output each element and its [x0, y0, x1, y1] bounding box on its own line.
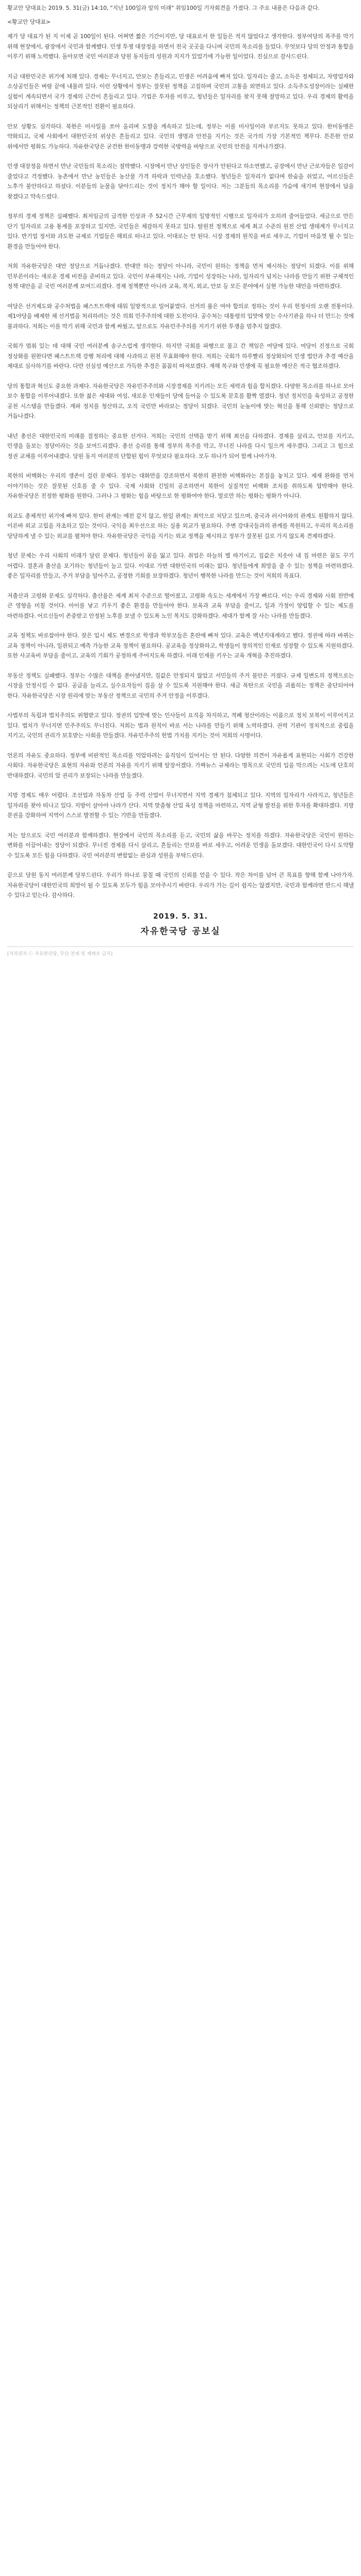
speech-paragraph: 끝으로 당원 동지 여러분께 당부드린다. 우리가 하나로 뭉칠 때 국민의 신뢰를 얻을 수 있다. 작은 차이를 넘어 큰 목표를 향해 함께 나아가자. 자유한국당이 대한민국의 희망이 될 수 있도록 모두가 힘을 모아주시기 바란다. 우리가 가는 길이 쉽지는 않겠지만, 국민과 함께라면 반드시 해낼 수 있다고 믿는다. 감사하다.: [7, 872, 354, 899]
speech-paragraph: 부동산 정책도 실패했다. 정부는 수많은 대책을 쏟아냈지만, 집값은 안정되지 않았고 서민들의 주거 불안은 커졌다. 규제 일변도의 정책으로는 시장을 안정시킬 수 없다. 공급을 늘리고, 실수요자들이 집을 살 수 있도록 지원해야 한다. 세금 폭탄으로 국민을 괴롭히는 정책은 중단되어야 한다. 자유한국당은 시장 원리에 맞는 부동산 정책으로 국민의 주거 안정을 이루겠다.: [7, 672, 354, 699]
speech-paragraph: 언론의 자유도 중요하다. 정부에 비판적인 목소리를 억압하려는 움직임이 있어서는 안 된다. 다양한 의견이 자유롭게 표현되는 사회가 건강한 사회다. 자유한국당은 표현의 자유와 언론의 자유를 지키기 위해 앞장서겠다. 가짜뉴스 규제라는 명목으로 국민의 입을 막으려는 시도에 단호히 반대하겠다. 국민의 알 권리가 보장되는 나라를 만들겠다.: [7, 752, 354, 779]
speech-paragraph: 청년 문제는 우리 사회의 미래가 달린 문제다. 청년들이 꿈을 잃고 있다. 취업은 하늘의 별 따기이고, 집값은 치솟아 내 집 마련은 꿈도 꾸기 어렵다. 결혼과 출산을 포기하는 청년들이 늘고 있다. 이대로 가면 대한민국의 미래는 없다. 청년들에게 희망을 줄 수 있는 정책을 마련하겠다. 좋은 일자리를 만들고, 주거 부담을 덜어주고, 공정한 기회를 보장하겠다. 청년이 행복한 나라를 만드는 것이 저희의 목표다.: [7, 552, 354, 579]
issuing-office: 자유한국당 공보실: [140, 926, 221, 937]
speech-paragraph: 저희 자유한국당은 대안 정당으로 거듭나겠다. 반대만 하는 정당이 아니라, 국민이 원하는 정책을 먼저 제시하는 정당이 되겠다. 이를 위해 민부론이라는 새로운 경제 비전을 준비하고 있다. 국민이 부유해지는 나라, 기업이 성장하는 나라, 일자리가 넘치는 나라를 만들기 위한 구체적인 정책 대안을 곧 국민 여러분께 보여드리겠다. 경제 정책뿐만 아니라 교육, 복지, 외교, 안보 등 모든 분야에서 실현 가능한 대안을 마련하겠다.: [7, 263, 354, 290]
speech-paragraph: 교육 정책도 바로잡아야 한다. 잦은 입시 제도 변경으로 학생과 학부모들은 혼란에 빠져 있다. 교육은 백년지대계라고 했다. 정권에 따라 바뀌는 교육 정책이 아니라, 일관되고 예측 가능한 교육 정책이 필요하다. 공교육을 정상화하고, 학생들이 창의적인 인재로 성장할 수 있도록 지원하겠다. 또한 사교육비 부담을 줄이고, 교육의 기회가 공정하게 주어지도록 하겠다. 미래 인재를 키우는 교육 개혁을 추진하겠다.: [7, 632, 354, 659]
speech-paragraph: 여당은 선거제도와 공수처법을 패스트트랙에 태워 일방적으로 밀어붙였다. 선거의 룰은 여야 합의로 정하는 것이 우리 헌정사의 오랜 전통이다. 제1야당을 배제한 채 선거법을 처리하려는 것은 의회 민주주의에 대한 도전이다. 공수처는 대통령의 입맛에 맞는 수사기관을 하나 더 만드는 것에 불과하다. 저희는 이를 막기 위해 국민과 함께 싸웠고, 앞으로도 자유민주주의를 지키기 위한 투쟁을 멈추지 않겠다.: [7, 302, 354, 330]
speaker-subtitle: <황교안 당대표>: [7, 18, 51, 25]
speech-paragraph: 정부의 경제 정책은 실패했다. 최저임금의 급격한 인상과 주 52시간 근무제의 일방적인 시행으로 일자리가 오히려 줄어들었다. 세금으로 만든 단기 일자리로 고용 통계를 포장하고 있지만, 국민들은 체감하지 못하고 있다. 탈원전 정책으로 세계 최고 수준의 원전 산업 생태계가 무너지고 있다. 반기업 정서와 과도한 규제로 기업들은 해외로 떠나고 있다. 이대로는 안 된다. 시장 경제의 원칙을 바로 세우고, 기업이 마음껏 뛸 수 있는 환경을 만들어야 한다.: [7, 213, 354, 250]
speech-paragraph: 북한의 비핵화는 우리의 생존이 걸린 문제다. 정부는 대화만을 강조하면서 북한의 완전한 비핵화라는 본질을 놓치고 있다. 제재 완화를 먼저 이야기하는 것은 잘못된 신호를 줄 수 있다. 국제 사회와 긴밀히 공조하면서 북한이 실질적인 비핵화 조치를 취하도록 압박해야 한다. 자유한국당은 진정한 평화를 원한다. 그러나 그 평화는 힘을 바탕으로 한 평화여야 한다. 말로만 하는 평화는 평화가 아니다.: [7, 472, 354, 499]
speech-paragraph: 내년 총선은 대한민국의 미래를 결정하는 중요한 선거다. 저희는 국민의 선택을 받기 위해 최선을 다하겠다. 경제를 살리고, 안보를 지키고, 민생을 돌보는 정당이라는 것을 보여드리겠다. 총선 승리를 통해 정부의 폭주를 막고, 무너진 나라를 다시 일으켜 세우겠다. 그리고 그 힘으로 정권 교체를 이루어내겠다. 당원 동지 여러분의 단합된 힘이 무엇보다 필요하다. 모두 하나가 되어 함께 나아가자.: [7, 432, 354, 460]
speech-paragraph: 저는 앞으로도 국민 여러분과 함께하겠다. 현장에서 국민의 목소리를 듣고, 국민의 삶을 바꾸는 정치를 하겠다. 자유한국당은 국민이 원하는 변화를 이끌어내는 정당이 되겠다. 무너진 경제를 다시 살리고, 흔들리는 안보를 바로 세우고, 어려운 민생을 돌보겠다. 대한민국이 다시 도약할 수 있도록 모든 힘을 다하겠다. 국민 여러분의 변함없는 관심과 성원을 부탁드린다.: [7, 832, 354, 859]
release-date: 2019. 5. 31.: [153, 912, 208, 921]
copyright-footer: [저작권자 ⓒ 자유한국당, 무단 전재 및 재배포 금지]: [7, 946, 354, 958]
speech-paragraph: 사법부의 독립과 법치주의도 위협받고 있다. 정권의 입맛에 맞는 인사들이 요직을 차지하고, 적폐 청산이라는 이름으로 정치 보복이 이루어지고 있다. 법치가 무너지면 민주주의도 무너진다. 저희는 법과 원칙이 바로 서는 나라를 만들기 위해 노력하겠다. 권력 기관이 정치적으로 중립을 지키고, 국민의 권리가 보호받는 사회를 만들겠다. 자유민주주의 헌법 가치를 지키는 것이 저희의 사명이다.: [7, 712, 354, 739]
speech-body: [7, 31, 354, 901]
speech-paragraph: 지방 경제도 매우 어렵다. 조선업과 자동차 산업 등 주력 산업이 무너지면서 지역 경제가 침체되고 있다. 지역의 일자리가 사라지고, 청년들은 일자리를 찾아 떠나고 있다. 지방이 살아야 나라가 산다. 지역 맞춤형 산업 육성 정책을 마련하고, 지역 균형 발전을 위한 투자를 확대하겠다. 지방 분권을 강화하여 지역이 스스로 발전할 수 있는 기반을 만들겠다.: [7, 792, 354, 819]
speech-paragraph: 안보 상황도 심각하다. 북한은 미사일을 쏘아 올리며 도발을 계속하고 있는데, 정부는 이를 미사일이라 부르지도 못하고 있다. 한미동맹은 약화되고, 국제 사회에서 대한민국의 위상은 흔들리고 있다. 국민의 생명과 안전을 지키는 것은 국가의 가장 기본적인 책무다. 튼튼한 안보 위에서만 평화도 가능하다. 자유한국당은 굳건한 한미동맹과 강력한 국방력을 바탕으로 국민의 안전을 지켜나가겠다.: [7, 123, 354, 150]
speech-paragraph: 민생 대장정을 하면서 만난 국민들의 목소리는 절박했다. 시장에서 만난 상인들은 장사가 안된다고 하소연했고, 공장에서 만난 근로자들은 일감이 줄었다고 걱정했다. 농촌에서 만난 농민들은 농산물 가격 하락과 인력난을 호소했다. 청년들은 일자리가 없다며 한숨을 쉬었고, 어르신들은 노후가 불안하다고 하셨다. 이분들의 눈물을 닦아드리는 것이 정치가 해야 할 일이다. 저는 그분들의 목소리를 가슴에 새기며 현장에서 답을 찾겠다고 약속드렸다.: [7, 163, 354, 200]
speech-paragraph: 제가 당 대표가 된 지 이제 곧 100일이 된다. 어쩌면 짧은 기간이지만, 당 대표로서 한 일들은 적지 않았다고 생각한다. 정부여당의 폭주를 막기 위해 현장에서, 광장에서 국민과 함께했다. 민생 투쟁 대장정을 하면서 전국 곳곳을 다니며 국민의 목소리를 들었다. 무엇보다 당의 안정과 통합을 이루기 위해 노력했다. 돌아보면 국민 여러분과 당원 동지들의 성원과 지지가 있었기에 가능한 일이었다. 진심으로 감사드린다.: [7, 33, 354, 60]
speech-paragraph: 외교도 총체적인 위기에 빠져 있다. 한미 관계는 예전 같지 않고, 한일 관계는 최악으로 치닫고 있으며, 중국과 러시아와의 관계도 원활하지 않다. 이른바 외교 고립을 자초하고 있는 것이다. 국익을 최우선으로 하는 실용 외교가 필요하다. 주변 강대국들과의 관계를 복원하고, 우리의 목소리를 당당하게 낼 수 있는 외교를 펼쳐야 한다. 자유한국당은 국익을 지키는 외교 정책을 제시하고 정부가 잘못된 길로 가지 않도록 견제하겠다.: [7, 512, 354, 539]
press-release: [0, 0, 361, 966]
intro-text: 황교안 당대표는 2019. 5. 31(금) 14:10, "지난 100일과 앞의 미래" 취임100일 기자회견을 가졌다. 그 주요 내용은 다음과 같다.: [7, 5, 320, 11]
speech-paragraph: 국회가 멈춰 있는 데 대해 국민 여러분께 송구스럽게 생각한다. 하지만 국회를 파행으로 몰고 간 책임은 여당에 있다. 여당이 진정으로 국회 정상화를 원한다면 패스트트랙 강행 처리에 대해 사과하고 원천 무효화해야 한다. 저희는 국회가 하루빨리 정상화되어 민생 법안과 추경 예산을 제대로 심사하기를 바란다. 다만 선심성 예산으로 가득한 추경은 꼼꼼히 따져보겠다. 재해 복구와 민생에 꼭 필요한 예산은 적극 협조하겠다.: [7, 343, 354, 369]
speech-paragraph: 당의 통합과 혁신도 중요한 과제다. 자유한국당은 자유민주주의와 시장경제를 지키려는 모든 세력과 힘을 합치겠다. 다양한 목소리를 하나로 모아 보수 통합을 이루어내겠다. 또한 젊은 세대와 여성, 새로운 인재들이 당에 들어올 수 있도록 문호를 활짝 열겠다. 청년 정치인을 육성하고 공정한 공천 시스템을 만들겠다. 계파 정치를 청산하고, 오직 국민만 바라보는 정당이 되겠다. 국민의 눈높이에 맞는 혁신을 통해 신뢰받는 정당으로 거듭나겠다.: [7, 382, 354, 419]
speech-paragraph: 저출산과 고령화 문제도 심각하다. 출산율은 세계 최저 수준으로 떨어졌고, 고령화 속도는 세계에서 가장 빠르다. 이는 우리 경제와 사회 전반에 큰 영향을 미칠 것이다. 아이를 낳고 키우기 좋은 환경을 만들어야 한다. 보육과 교육 부담을 줄이고, 일과 가정이 양립할 수 있는 제도를 마련하겠다. 어르신들이 존중받고 안정된 노후를 보낼 수 있도록 노인 복지도 강화하겠다. 세대가 함께 잘 사는 나라를 만들겠다.: [7, 592, 354, 619]
speech-paragraph: 지금 대한민국은 위기에 처해 있다. 경제는 무너지고, 안보는 흔들리고, 민생은 어려움에 빠져 있다. 일자리는 줄고, 소득은 정체되고, 자영업자와 소상공인들은 벼랑 끝에 내몰려 있다. 이런 상황에서 정부는 잘못된 정책을 고집하며 국민의 고통을 외면하고 있다. 소득주도성장이라는 실패한 실험이 계속되면서 국가 경제의 근간이 흔들리고 있다. 기업은 투자를 미루고, 청년들은 일자리를 찾지 못해 절망하고 있다. 우리 경제의 활력을 되살리기 위해서는 정책의 근본적인 전환이 필요하다.: [7, 73, 354, 110]
